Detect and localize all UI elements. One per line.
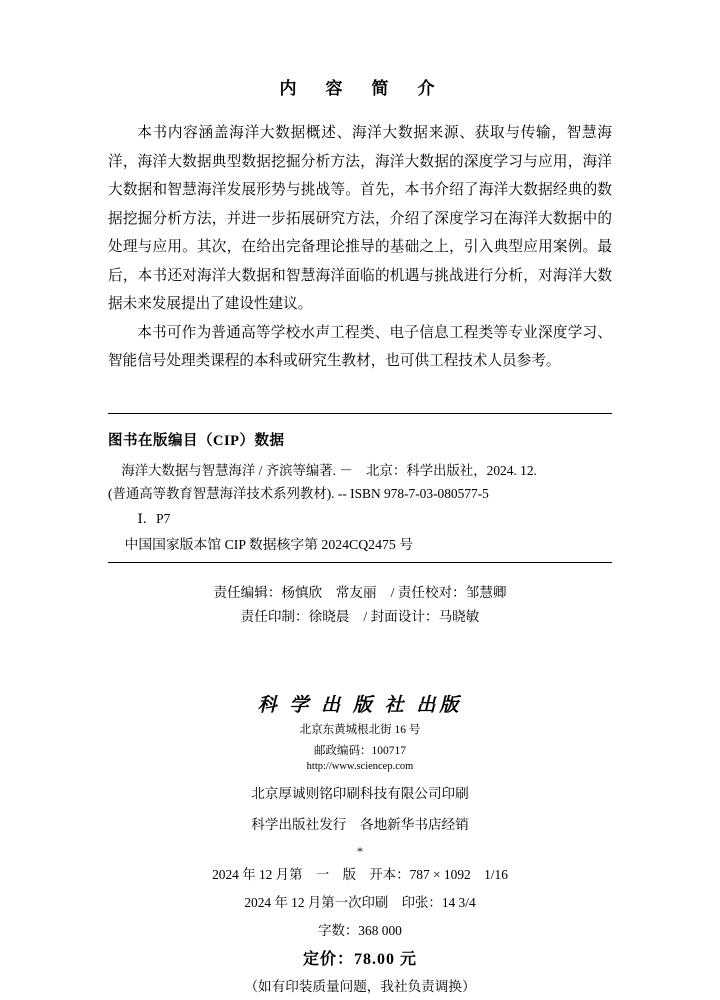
divider-top [108, 413, 612, 414]
publisher-address: 北京东黄城根北街 16 号 [299, 724, 421, 736]
cip-number: 中国国家版本馆 CIP 数据核字第 2024CQ2475 号 [124, 536, 414, 552]
publisher-url[interactable]: http://www.sciencep.com [306, 761, 414, 772]
page-content [108, 0, 612, 629]
distribution-line: 科学出版社发行 各地新华书店经销 [251, 817, 469, 832]
wordcount-line: 字数：368 000 [318, 923, 402, 938]
price-line: 定价：78.00 元 [302, 951, 417, 968]
printer-line: 北京厚诚则铭印刷科技有限公司印刷 [251, 786, 469, 801]
cip-line-1: 海洋大数据与智慧海洋 / 齐滨等编著. － 北京：科学出版社，2024. 12. [121, 462, 537, 478]
cip-classification: Ⅰ．P7 [137, 510, 171, 526]
abstract-paragraph-2: 本书可作为普通高等学校水声工程类、电子信息工程类等专业深度学习、智能信号处理类课程的本科或研究生教材，也可供工程技术人员参考。 [108, 324, 612, 369]
printing-value: 徐晓晨 [308, 608, 350, 624]
cover-design-value: 马晓敏 [438, 608, 480, 624]
divider-bottom [108, 562, 612, 563]
abstract-block [108, 119, 612, 376]
impression-line: 2024 年 12 月第一次印刷 印张：14 3/4 [244, 895, 476, 910]
proofreader-value: 邹慧卿 [465, 584, 507, 600]
printing-label: 责任印制： [240, 608, 309, 624]
proofreader-label: / 责任校对： [390, 584, 466, 600]
publisher-postcode: 邮政编码：100717 [314, 745, 406, 757]
publisher-block [108, 690, 612, 995]
credits-block [108, 581, 612, 629]
separator-asterisk: * [357, 844, 363, 858]
abstract-paragraph-1: 本书内容涵盖海洋大数据概述、海洋大数据来源、获取与传输，智慧海洋，海洋大数据典型数据挖掘分析方法，海洋大数据的深度学习与应用，海洋大数据和智慧海洋发展形势与挑战等。首先，本书介绍了海洋大数据经典的数据挖掘分析方法，并进一步拓展研究方法，介绍了深度学习在海洋大数据中的处理与应用。其次，在给出完备理论推导的基础之上，引入典型应用案例。最后，本书还对海洋大数据和智慧海洋面临的机遇与挑战进行分析，对海洋大数据未来发展提出了建设性建议。 [108, 125, 612, 312]
edition-line: 2024 年 12 月第 一 版 开本：787 × 1092 1/16 [212, 867, 508, 882]
quality-note: （如有印装质量问题，我社负责调换） [244, 979, 476, 994]
editor-value: 杨慎欣 常友丽 [281, 584, 377, 600]
cover-design-label: / 封面设计： [363, 608, 439, 624]
credits-line-2 [108, 605, 612, 629]
cip-body [108, 459, 612, 505]
editor-label: 责任编辑： [213, 584, 282, 600]
page-title: 内 容 简 介 [279, 79, 441, 98]
cip-heading: 图书在版编目（CIP）数据 [108, 432, 285, 449]
cip-line-2: (普通高等教育智慧海洋技术系列教材). -- ISBN 978-7-03-080577-5 [108, 485, 489, 501]
credits-line-1 [108, 581, 612, 605]
publisher-name: 科 学 出 版 社 出版 [257, 695, 463, 716]
